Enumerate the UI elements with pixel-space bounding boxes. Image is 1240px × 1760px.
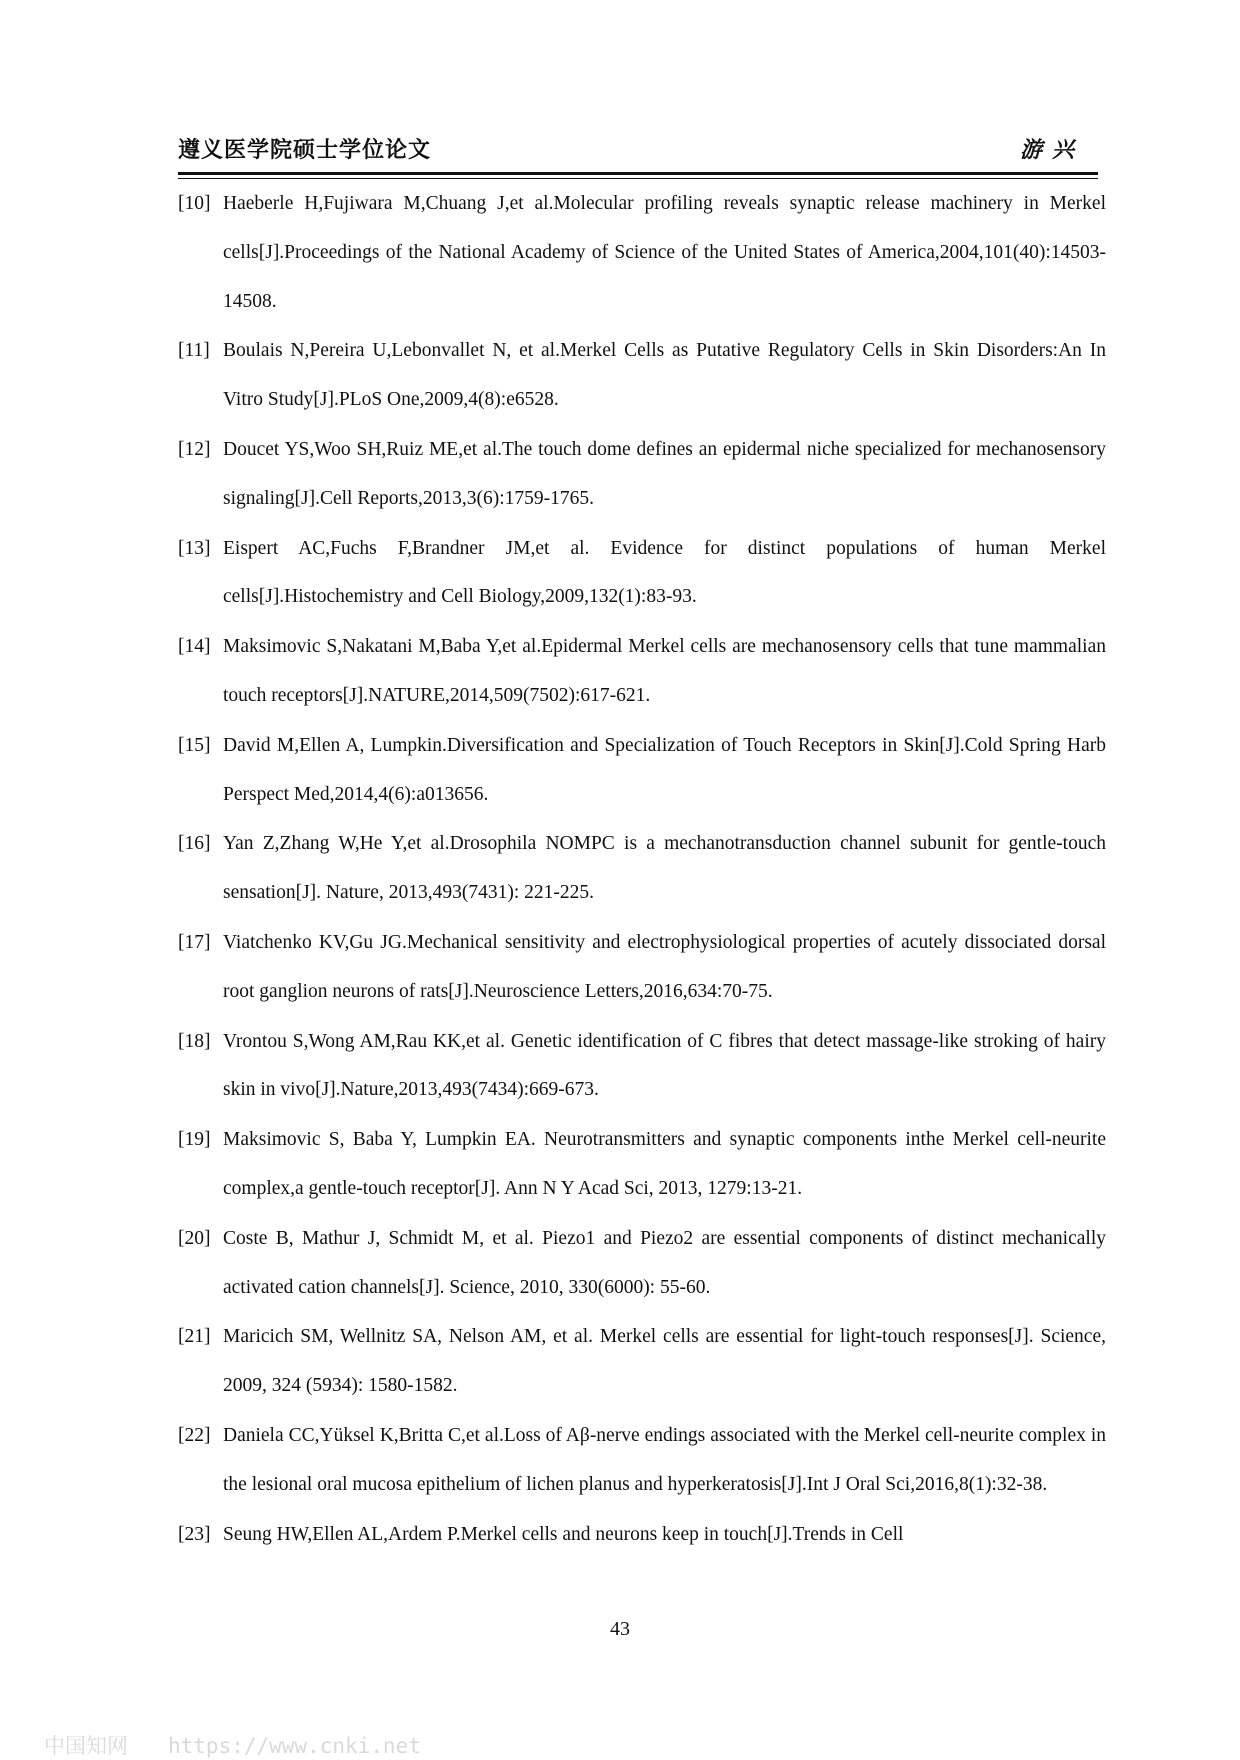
reference-item — [178, 820, 1106, 918]
thesis-title-header: 遵义医学院硕士学位论文 — [178, 138, 432, 163]
reference-number: [18] — [178, 1030, 211, 1052]
reference-item — [178, 919, 1106, 1017]
reference-number: [19] — [178, 1129, 211, 1151]
watermark-url: https://www.cnki.net — [168, 1734, 421, 1758]
page-number: 43 — [610, 1618, 630, 1640]
reference-text: David M,Ellen A, Lumpkin.Diversification and Specialization of Touch Receptors in Skin[J].Cold Spring Harb Perspect Med,2014,4(6):a013656. — [223, 734, 1106, 805]
reference-text: Coste B, Mathur J, Schmidt M, et al. Piezo1 and Piezo2 are essential components of distinct mechanically activated cation channels[J]. Science, 2010, 330(6000): 55-60. — [223, 1227, 1106, 1298]
reference-number: [23] — [178, 1523, 211, 1545]
reference-number: [10] — [178, 193, 211, 214]
reference-number: [21] — [178, 1326, 211, 1348]
page-header — [178, 130, 1098, 175]
reference-item — [178, 327, 1106, 425]
reference-number: [14] — [178, 636, 211, 658]
reference-number: [11] — [178, 340, 210, 362]
reference-number: [22] — [178, 1424, 211, 1446]
reference-item — [178, 1412, 1106, 1510]
reference-item — [178, 623, 1106, 721]
reference-item — [178, 1018, 1106, 1116]
reference-text: Haeberle H,Fujiwara M,Chuang J,et al.Molecular profiling reveals synaptic release machinery in Merkel cells[J].Proceedings of the National Academy of Science of the United States of America,2004,101(40):14503-14508. — [223, 193, 1106, 312]
reference-item — [178, 1215, 1106, 1313]
reference-item — [178, 525, 1106, 623]
reference-text: Vrontou S,Wong AM,Rau KK,et al. Genetic identification of C fibres that detect massage-like stroking of hairy skin in vivo[J].Nature,2013,493(7434):669-673. — [223, 1030, 1106, 1101]
watermark-logo-text: 中国知网 — [44, 1734, 128, 1758]
reference-number: [16] — [178, 833, 211, 855]
author-name-header: 游兴 — [1019, 138, 1084, 163]
reference-text: Eispert AC,Fuchs F,Brandner JM,et al. Evidence for distinct populations of human Merkel cells[J].Histochemistry and Cell Biology,2009,132(1):83-93. — [223, 537, 1106, 608]
reference-item — [178, 1116, 1106, 1214]
reference-text: Doucet YS,Woo SH,Ruiz ME,et al.The touch dome defines an epidermal niche specialized for mechanosensory signaling[J].Cell Reports,2013,3(6):1759-1765. — [223, 438, 1106, 509]
reference-item — [178, 1511, 1106, 1560]
reference-number: [20] — [178, 1227, 211, 1249]
reference-item — [178, 1313, 1106, 1411]
reference-list — [178, 180, 1106, 1560]
reference-item — [178, 426, 1106, 524]
reference-text: Boulais N,Pereira U,Lebonvallet N, et al.Merkel Cells as Putative Regulatory Cells in Skin Disorders:An In Vitro Study[J].PLoS One,2009,4(8):e6528. — [223, 340, 1106, 411]
reference-text: Seung HW,Ellen AL,Ardem P.Merkel cells and neurons keep in touch[J].Trends in Cell — [223, 1523, 904, 1545]
reference-number: [17] — [178, 931, 211, 953]
reference-text: Yan Z,Zhang W,He Y,et al.Drosophila NOMPC is a mechanotransduction channel subunit for gentle-touch sensation[J]. Nature, 2013,493(7431): 221-225. — [223, 833, 1106, 904]
reference-number: [15] — [178, 734, 211, 756]
reference-text: Viatchenko KV,Gu JG.Mechanical sensitivity and electrophysiological properties of acutely dissociated dorsal root ganglion neurons of rats[J].Neuroscience Letters,2016,634:70-75. — [223, 931, 1106, 1002]
reference-text: Daniela CC,Yüksel K,Britta C,et al.Loss of Aβ-nerve endings associated with the Merkel cell-neurite complex in the lesional oral mucosa epithelium of lichen planus and hyperkeratosis[J].Int J Oral Sci,2016,8(1):32-38. — [223, 1424, 1106, 1495]
watermark — [44, 1730, 421, 1760]
reference-text: Maksimovic S, Baba Y, Lumpkin EA. Neurotransmitters and synaptic components inthe Merkel cell-neurite complex,a gentle-touch receptor[J]. Ann N Y Acad Sci, 2013, 1279:13-21. — [223, 1129, 1106, 1199]
reference-item — [178, 722, 1106, 820]
reference-number: [12] — [178, 438, 211, 460]
reference-item — [178, 180, 1106, 326]
reference-number: [13] — [178, 537, 211, 559]
reference-text: Maksimovic S,Nakatani M,Baba Y,et al.Epidermal Merkel cells are mechanosensory cells that tune mammalian touch receptors[J].NATURE,2014,509(7502):617-621. — [223, 636, 1106, 706]
reference-text: Maricich SM, Wellnitz SA, Nelson AM, et al. Merkel cells are essential for light-touch responses[J]. Science, 2009, 324 (5934): 1580-1582. — [223, 1326, 1106, 1397]
